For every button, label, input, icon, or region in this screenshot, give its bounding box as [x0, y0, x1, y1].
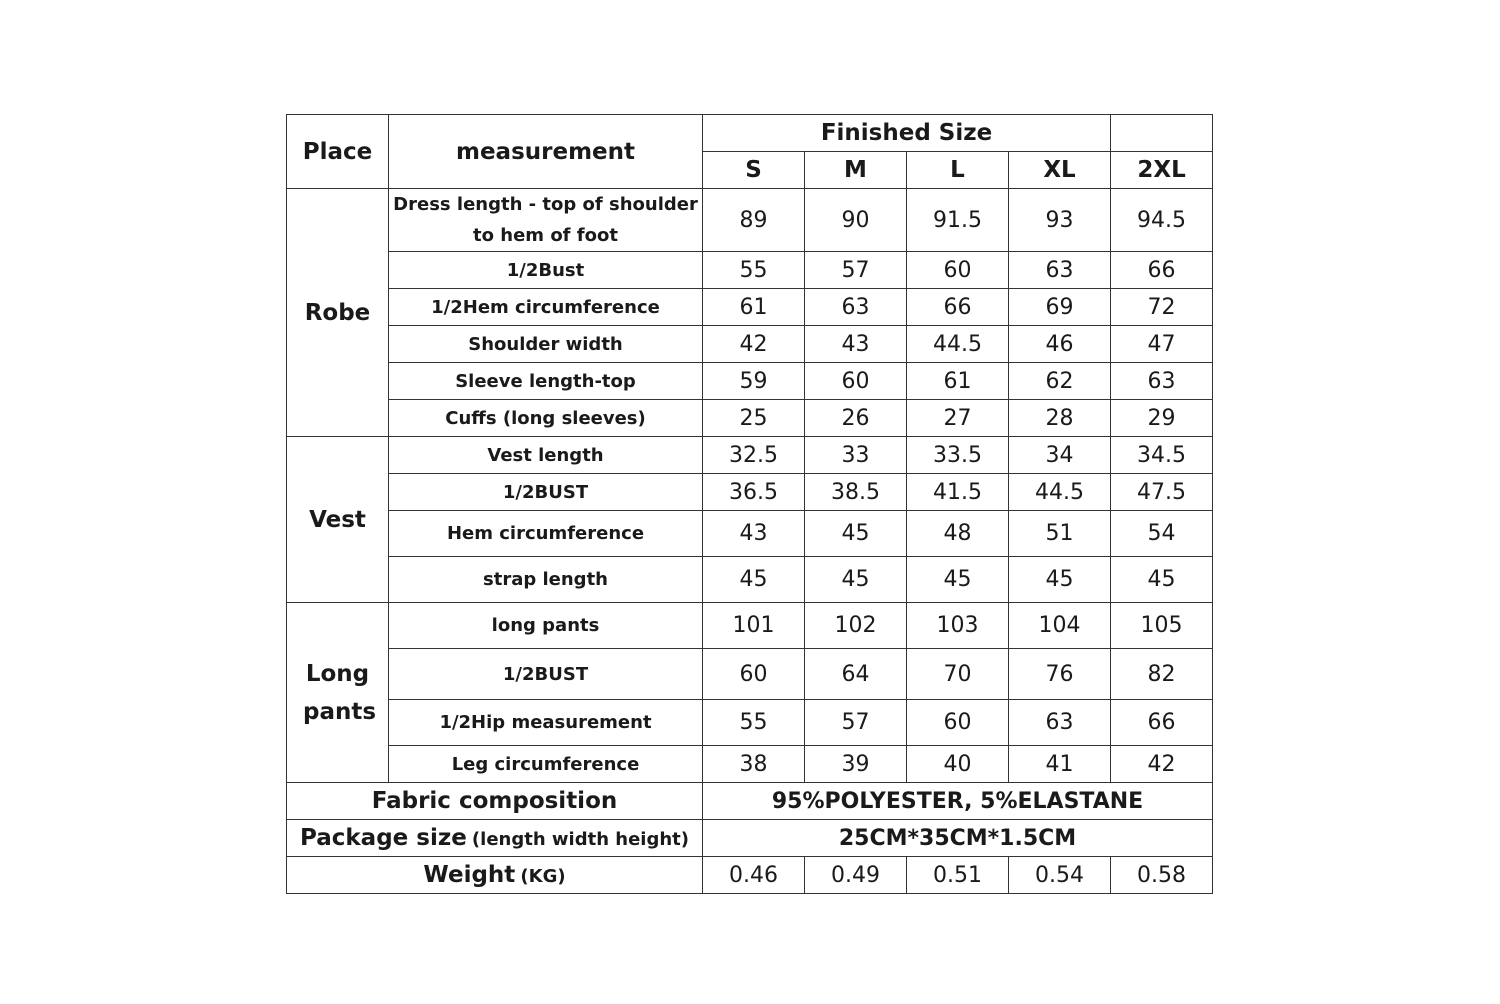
- value-cell-l: 70: [907, 649, 1009, 700]
- value-cell-xl: 69: [1009, 289, 1111, 326]
- measurement-label: Cuffs (long sleeves): [389, 400, 703, 437]
- value-cell-s: 59: [703, 363, 805, 400]
- value-cell-2xl: 34.5: [1111, 437, 1213, 474]
- package-label: Package size: [299, 825, 467, 851]
- value-cell-l: 66: [907, 289, 1009, 326]
- value-cell-l: 48: [907, 511, 1009, 557]
- value-cell-l: 40: [907, 746, 1009, 783]
- fabric-value: 95%POLYESTER, 5%ELASTANE: [703, 783, 1213, 820]
- place-long-pants: Long pants: [287, 603, 389, 783]
- value-cell-s: 55: [703, 700, 805, 746]
- fabric-label: Fabric composition: [287, 783, 703, 820]
- value-cell-2xl: 29: [1111, 400, 1213, 437]
- value-cell-xl: 28: [1009, 400, 1111, 437]
- value-cell-2xl: 42: [1111, 746, 1213, 783]
- value-cell-s: 32.5: [703, 437, 805, 474]
- value-cell-l: 60: [907, 700, 1009, 746]
- header-place: [287, 115, 389, 189]
- value-cell-m: 57: [805, 252, 907, 289]
- value-cell-l: 44.5: [907, 326, 1009, 363]
- header-measurement: [389, 115, 703, 189]
- package-value: 25CM*35CM*1.5CM: [703, 820, 1213, 857]
- size-header-s: S: [703, 152, 805, 189]
- value-cell-l: 91.5: [907, 189, 1009, 252]
- value-cell-m: 39: [805, 746, 907, 783]
- value-cell-2xl: 72: [1111, 289, 1213, 326]
- measurement-label: Leg circumference: [389, 746, 703, 783]
- value-cell-m: 90: [805, 189, 907, 252]
- value-cell-s: 45: [703, 557, 805, 603]
- value-cell-2xl: 66: [1111, 700, 1213, 746]
- value-cell-m: 102: [805, 603, 907, 649]
- measurement-label: Vest length: [389, 437, 703, 474]
- measurement-label: Hem circumference: [389, 511, 703, 557]
- measurement-label: Shoulder width: [389, 326, 703, 363]
- package-unit: (length width height): [471, 829, 690, 850]
- table-row: [287, 326, 1213, 363]
- value-cell-l: 103: [907, 603, 1009, 649]
- value-cell-m: 33: [805, 437, 907, 474]
- size-header-l: L: [907, 152, 1009, 189]
- weight-value-xl: 0.54: [1009, 857, 1111, 894]
- place-robe: Robe: [287, 189, 389, 437]
- value-cell-s: 60: [703, 649, 805, 700]
- measurement-label: long pants: [389, 603, 703, 649]
- weight-value-m: 0.49: [805, 857, 907, 894]
- value-cell-2xl: 105: [1111, 603, 1213, 649]
- table-row: [287, 400, 1213, 437]
- weight-unit: (KG): [520, 866, 566, 887]
- value-cell-m: 63: [805, 289, 907, 326]
- table-row: [287, 603, 1213, 649]
- value-cell-m: 45: [805, 557, 907, 603]
- value-cell-2xl: 47.5: [1111, 474, 1213, 511]
- table-row: [287, 557, 1213, 603]
- header-finished-size-label: Finished Size: [820, 120, 993, 146]
- value-cell-s: 38: [703, 746, 805, 783]
- value-cell-l: 60: [907, 252, 1009, 289]
- value-cell-s: 89: [703, 189, 805, 252]
- package-label-cell: [287, 820, 703, 857]
- value-cell-s: 61: [703, 289, 805, 326]
- value-cell-2xl: 54: [1111, 511, 1213, 557]
- value-cell-l: 61: [907, 363, 1009, 400]
- measurement-label: 1/2BUST: [389, 649, 703, 700]
- value-cell-s: 42: [703, 326, 805, 363]
- table-row: [287, 437, 1213, 474]
- value-cell-xl: 76: [1009, 649, 1111, 700]
- fabric-row: [287, 783, 1213, 820]
- measurement-label: strap length: [389, 557, 703, 603]
- value-cell-m: 60: [805, 363, 907, 400]
- value-cell-s: 101: [703, 603, 805, 649]
- place-vest: Vest: [287, 437, 389, 603]
- table-row: [287, 363, 1213, 400]
- value-cell-2xl: 63: [1111, 363, 1213, 400]
- header-empty-cell: [1111, 115, 1213, 152]
- measurement-label: 1/2BUST: [389, 474, 703, 511]
- value-cell-l: 45: [907, 557, 1009, 603]
- measurement-label: Sleeve length-top: [389, 363, 703, 400]
- weight-value-s: 0.46: [703, 857, 805, 894]
- value-cell-l: 41.5: [907, 474, 1009, 511]
- measurement-label: 1/2Hip measurement: [389, 700, 703, 746]
- header-finished-size: [703, 115, 1111, 152]
- weight-value-l: 0.51: [907, 857, 1009, 894]
- size-header-2xl: 2XL: [1111, 152, 1213, 189]
- table-row: [287, 511, 1213, 557]
- value-cell-l: 27: [907, 400, 1009, 437]
- value-cell-2xl: 94.5: [1111, 189, 1213, 252]
- weight-row: [287, 857, 1213, 894]
- value-cell-xl: 46: [1009, 326, 1111, 363]
- table-row: [287, 289, 1213, 326]
- value-cell-xl: 41: [1009, 746, 1111, 783]
- value-cell-l: 33.5: [907, 437, 1009, 474]
- value-cell-m: 38.5: [805, 474, 907, 511]
- size-chart-table: [286, 114, 1213, 894]
- table-row: [287, 649, 1213, 700]
- value-cell-xl: 63: [1009, 700, 1111, 746]
- weight-value-2xl: 0.58: [1111, 857, 1213, 894]
- weight-label-cell: [287, 857, 703, 894]
- measurement-label: Dress length - top of shoulder to hem of foot: [389, 189, 703, 252]
- value-cell-2xl: 47: [1111, 326, 1213, 363]
- measurement-label: 1/2Bust: [389, 252, 703, 289]
- header-place-label: Place: [302, 138, 373, 165]
- table-row: [287, 189, 1213, 252]
- value-cell-xl: 34: [1009, 437, 1111, 474]
- value-cell-xl: 51: [1009, 511, 1111, 557]
- header-measurement-label: measurement: [455, 138, 636, 165]
- value-cell-m: 64: [805, 649, 907, 700]
- value-cell-2xl: 82: [1111, 649, 1213, 700]
- measurement-label: 1/2Hem circumference: [389, 289, 703, 326]
- value-cell-xl: 44.5: [1009, 474, 1111, 511]
- value-cell-xl: 63: [1009, 252, 1111, 289]
- value-cell-2xl: 66: [1111, 252, 1213, 289]
- table-row: [287, 700, 1213, 746]
- value-cell-s: 36.5: [703, 474, 805, 511]
- value-cell-xl: 104: [1009, 603, 1111, 649]
- value-cell-xl: 45: [1009, 557, 1111, 603]
- header-row-1: [287, 115, 1213, 152]
- table-row: [287, 474, 1213, 511]
- value-cell-2xl: 45: [1111, 557, 1213, 603]
- value-cell-xl: 62: [1009, 363, 1111, 400]
- table-row: [287, 746, 1213, 783]
- value-cell-m: 57: [805, 700, 907, 746]
- size-header-m: M: [805, 152, 907, 189]
- value-cell-xl: 93: [1009, 189, 1111, 252]
- package-row: [287, 820, 1213, 857]
- table-row: [287, 252, 1213, 289]
- value-cell-m: 45: [805, 511, 907, 557]
- value-cell-m: 43: [805, 326, 907, 363]
- value-cell-m: 26: [805, 400, 907, 437]
- size-header-xl: XL: [1009, 152, 1111, 189]
- value-cell-s: 43: [703, 511, 805, 557]
- value-cell-s: 55: [703, 252, 805, 289]
- weight-label: Weight: [423, 862, 516, 888]
- value-cell-s: 25: [703, 400, 805, 437]
